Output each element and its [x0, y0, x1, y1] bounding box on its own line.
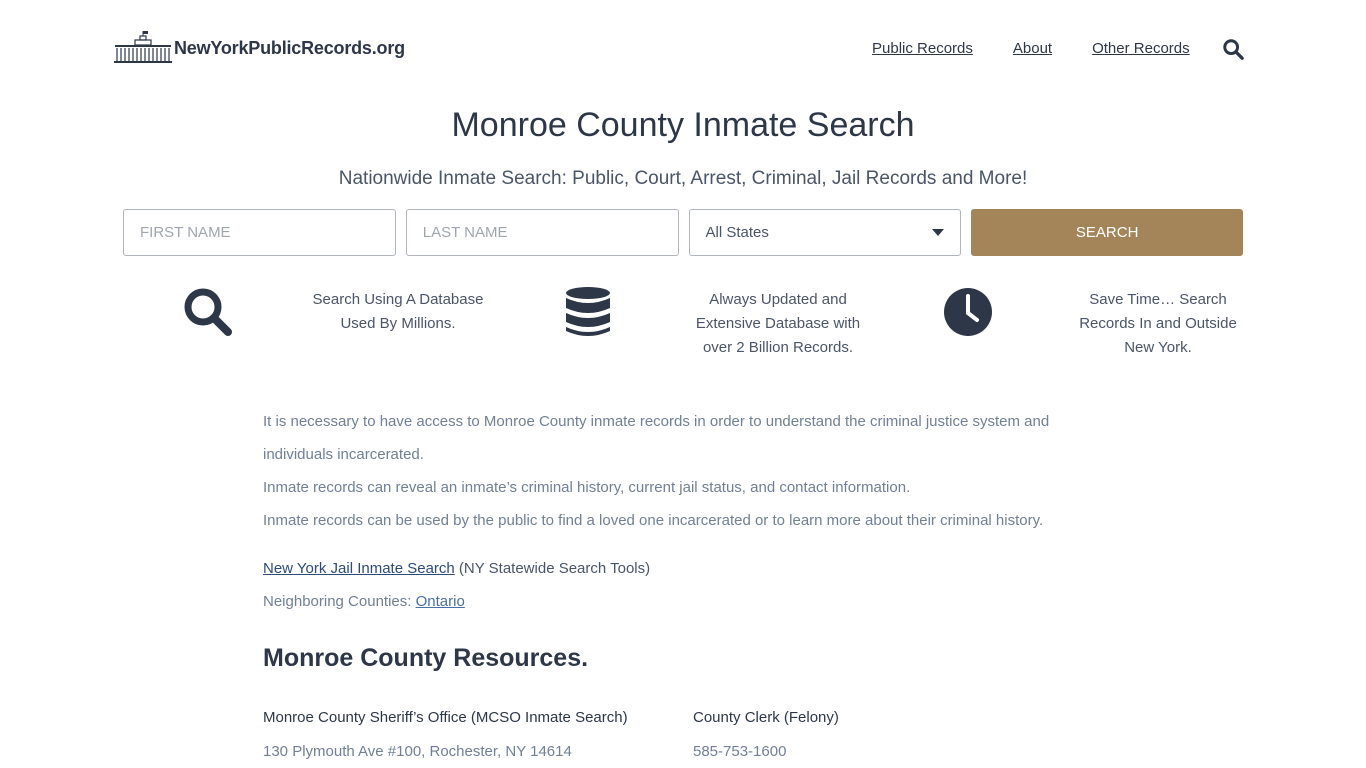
last-name-input[interactable]	[406, 209, 679, 256]
statewide-search-link[interactable]: New York Jail Inmate Search	[263, 560, 455, 577]
neighbor-link-ontario[interactable]: Ontario	[415, 593, 465, 610]
site-header	[0, 0, 1366, 100]
neighboring-counties-label: Neighboring Counties:	[263, 593, 416, 610]
capitol-building-icon	[113, 31, 173, 65]
feature-text-save-time: Save Time… Search Records In and Outside New York.	[1079, 291, 1237, 356]
main-content	[263, 405, 1123, 673]
logo-text: NewYorkPublicRecords.org	[174, 37, 405, 58]
search-icon	[182, 286, 234, 338]
database-icon	[562, 286, 614, 338]
inmate-search-form	[123, 209, 1243, 256]
caret-down-icon	[932, 229, 944, 236]
feature-text-database-users: Search Using A Database Used By Millions.	[312, 291, 484, 332]
resource-sheriff-office	[263, 708, 663, 762]
resource-phone: 585-753-1600	[693, 743, 787, 760]
search-icon[interactable]	[1222, 38, 1244, 60]
nav-other-records[interactable]: Other Records	[1092, 40, 1190, 57]
nav-public-records[interactable]: Public Records	[872, 40, 973, 57]
resource-address: 130 Plymouth Ave #100, Rochester, NY 14614	[263, 743, 572, 760]
public-use-paragraph: Inmate records can be used by the public to find a loved one incarcerated or to learn more about their criminal history.	[263, 512, 1044, 529]
intro-paragraph: It is necessary to have access to Monroe County inmate records in order to understand the criminal justice system and individuals incarcerated.	[263, 413, 1050, 463]
search-button[interactable]: SEARCH	[971, 209, 1243, 256]
resources-heading: Monroe County Resources.	[263, 644, 589, 672]
records-paragraph: Inmate records can reveal an inmate’s criminal history, current jail status, and contact information.	[263, 479, 911, 496]
statewide-search-row	[263, 552, 1123, 585]
first-name-input[interactable]	[123, 209, 396, 256]
state-select-value: All States	[705, 224, 769, 241]
clock-icon	[942, 286, 994, 338]
main-nav	[872, 40, 1230, 57]
neighboring-counties	[263, 585, 1123, 618]
state-select[interactable]	[689, 209, 962, 256]
page-title: Monroe County Inmate Search	[451, 106, 915, 144]
feature-text-billion-records: Always Updated and Extensive Database with over 2 Billion Records.	[695, 291, 861, 356]
nav-about[interactable]: About	[1012, 40, 1053, 57]
resource-county-clerk	[693, 708, 1093, 762]
site-logo[interactable]	[113, 31, 405, 65]
resource-title: County Clerk (Felony)	[693, 709, 839, 726]
statewide-search-suffix: (NY Statewide Search Tools)	[454, 560, 651, 577]
resource-title: Monroe County Sheriff’s Office (MCSO Inmate Search)	[263, 709, 628, 726]
page-subtitle: Nationwide Inmate Search: Public, Court, Arrest, Criminal, Jail Records and More!	[338, 168, 1028, 189]
